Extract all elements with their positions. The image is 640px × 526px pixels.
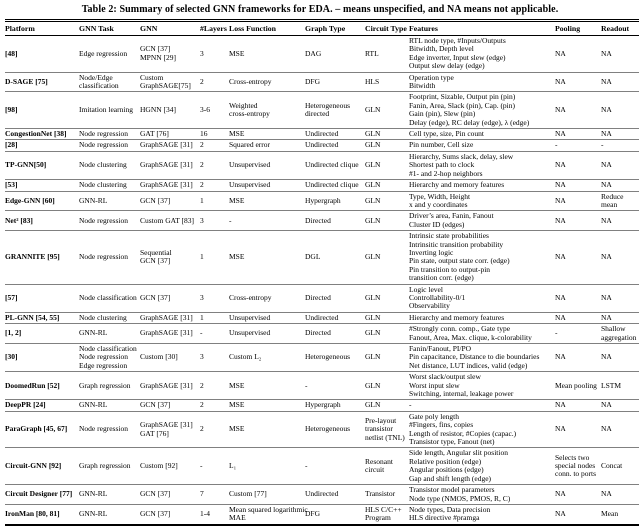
cell-layers: 2 [200,411,229,448]
cell-circuit: GLN [365,140,409,151]
cell-readout: NA [601,231,639,284]
cell-circuit: GLN [365,92,409,129]
cell-task: GNN-RL [79,400,140,411]
table-row [5,344,639,372]
cell-graph: Directed [305,284,365,312]
cell-readout: Mean [601,504,639,524]
cell-pooling: NA [555,504,601,524]
cell-platform: Circuit Designer [77] [5,485,79,505]
cell-platform: [48] [5,36,79,73]
cell-circuit: GLN [365,400,409,411]
cell-layers: 2 [200,372,229,400]
cell-circuit: GLN [365,312,409,323]
cell-task: Node regression [79,140,140,151]
cell-platform: ParaGraph [45, 67] [5,411,79,448]
cell-loss: Unsupervised [229,151,305,179]
cell-features: Node types, Data precision HLS directive #pramga [409,504,555,524]
cell-gnn: GraphSAGE [31] [140,312,200,323]
cell-readout: NA [601,312,639,323]
cell-graph: DAG [305,36,365,73]
cell-loss: Squared error [229,140,305,151]
cell-task: Graph regression [79,448,140,485]
cell-circuit: GLN [365,129,409,140]
cell-platform: CongestionNet [38] [5,129,79,140]
table-row [5,211,639,231]
table-row [5,324,639,344]
cell-circuit: GLN [365,180,409,191]
cell-circuit: Transistor [365,485,409,505]
cell-graph: Undirected [305,312,365,323]
cell-circuit: GLN [365,324,409,344]
cell-circuit: GLN [365,372,409,400]
cell-circuit: GLN [365,211,409,231]
cell-features: Side length, Angular slit position Relative position (edge) Angular positions (edge) Gap and shift length (edge) [409,448,555,485]
cell-platform: Net² [83] [5,211,79,231]
cell-pooling: NA [555,36,601,73]
cell-gnn: GCN [37] [140,284,200,312]
cell-pooling: NA [555,211,601,231]
cell-loss: Mean squared logarithmic MAE [229,504,305,524]
cell-gnn: GraphSAGE [31] [140,140,200,151]
cell-loss: Unsupervised [229,324,305,344]
cell-pooling: NA [555,180,601,191]
column-header-gnn-task: GNN Task [79,21,140,36]
cell-features: Type, Width, Height x and y coordinates [409,191,555,211]
cell-gnn: Custom [30] [140,344,200,372]
cell-pooling: Selects two special nodes conn. to ports [555,448,601,485]
column-header-graph-type: Graph Type [305,21,365,36]
cell-pooling: NA [555,400,601,411]
column-header-platform: Platform [5,21,79,36]
table-row [5,411,639,448]
cell-task: Node clustering [79,312,140,323]
cell-graph: Directed [305,211,365,231]
cell-layers: 3 [200,36,229,73]
cell-layers: 1 [200,231,229,284]
cell-graph: Heterogeneous [305,411,365,448]
cell-task: Node classification Node regression Edge regression [79,344,140,372]
cell-task: Node clustering [79,180,140,191]
cell-gnn: Sequential GCN [37] [140,231,200,284]
cell-features: Logic level Controllability-0/1 Observability [409,284,555,312]
cell-pooling: NA [555,312,601,323]
cell-layers: 1 [200,312,229,323]
cell-gnn: HGNN [34] [140,92,200,129]
cell-platform: [28] [5,140,79,151]
cell-gnn: GCN [37] [140,400,200,411]
cell-platform: [98] [5,92,79,129]
table-row [5,504,639,524]
cell-platform: Edge-GNN [60] [5,191,79,211]
cell-circuit: Pre-layout transistor netlist (TNL) [365,411,409,448]
cell-graph: - [305,448,365,485]
cell-gnn: GAT [76] [140,129,200,140]
cell-graph: Undirected [305,485,365,505]
cell-readout: LSTM [601,372,639,400]
cell-graph: Directed [305,324,365,344]
cell-layers: 3 [200,344,229,372]
cell-features: Cell type, size, Pin count [409,129,555,140]
cell-features: Worst slack/output slew Worst input slew Switching, internal, leakage power [409,372,555,400]
cell-features: Intrinsic state probabilities Intrinsitic transition probability Inverting logic Pin state, output state corr. (edge) Pin transition to output-pin transition corr. (edge) [409,231,555,284]
cell-gnn: GCN [37] [140,504,200,524]
cell-layers: 1 [200,191,229,211]
cell-layers: 3-6 [200,92,229,129]
cell-gnn: Custom GraphSAGE[75] [140,72,200,92]
cell-pooling: NA [555,411,601,448]
cell-features: Operation type Bitwidth [409,72,555,92]
cell-gnn: Custom [92] [140,448,200,485]
column-header-readout: Readout [601,21,639,36]
cell-readout: NA [601,151,639,179]
cell-pooling: NA [555,191,601,211]
cell-loss: MSE [229,400,305,411]
cell-graph: Undirected clique [305,151,365,179]
cell-graph: Heterogeneous directed [305,92,365,129]
cell-task: Node regression [79,411,140,448]
cell-graph: - [305,372,365,400]
column-header-loss-function: Loss Function [229,21,305,36]
cell-pooling: NA [555,485,601,505]
header-row [5,21,639,36]
cell-readout: NA [601,36,639,73]
table-row [5,485,639,505]
cell-loss: MSE [229,231,305,284]
cell-pooling: NA [555,129,601,140]
cell-readout: NA [601,284,639,312]
cell-readout: NA [601,344,639,372]
cell-loss: Custom [77] [229,485,305,505]
table-body [5,36,639,525]
cell-features: Driver’s area, Fanin, Fanout Cluster ID (edges) [409,211,555,231]
cell-layers: 2 [200,140,229,151]
cell-pooling: NA [555,284,601,312]
cell-circuit: GLN [365,231,409,284]
cell-platform: [57] [5,284,79,312]
cell-features: #Strongly conn. comp., Gate type Fanout, Area, Max. clique, k-colorability [409,324,555,344]
cell-task: Node regression [79,129,140,140]
cell-layers: 2 [200,72,229,92]
cell-features: Fanin/Fanout, PI/PO Pin capacitance, Distance to die boundaries Net distance, LUT indices, valid (edge) [409,344,555,372]
column-header--layers: #Layers [200,21,229,36]
cell-layers: 2 [200,180,229,191]
cell-graph: DGL [305,231,365,284]
cell-pooling: Mean pooling [555,372,601,400]
cell-task: Node regression [79,231,140,284]
cell-pooling: NA [555,72,601,92]
cell-task: Graph regression [79,372,140,400]
cell-platform: D-SAGE [75] [5,72,79,92]
table-row [5,151,639,179]
cell-gnn: Custom GAT [83] [140,211,200,231]
cell-readout: NA [601,92,639,129]
cell-layers: 3 [200,211,229,231]
cell-circuit: GLN [365,151,409,179]
cell-task: GNN-RL [79,504,140,524]
table-row [5,129,639,140]
table-row [5,231,639,284]
cell-task: GNN-RL [79,324,140,344]
cell-platform: [1, 2] [5,324,79,344]
cell-platform: [53] [5,180,79,191]
cell-pooling: NA [555,344,601,372]
table-row [5,72,639,92]
cell-graph: Hypergraph [305,400,365,411]
gnn-frameworks-table [5,19,639,526]
cell-gnn: GraphSAGE [31] [140,151,200,179]
cell-loss: Unsupervised [229,180,305,191]
cell-gnn: GCN [37] [140,485,200,505]
table-row [5,36,639,73]
cell-graph: DFG [305,72,365,92]
cell-task: GNN-RL [79,191,140,211]
column-header-circuit-type: Circuit Type [365,21,409,36]
column-header-features: Features [409,21,555,36]
cell-graph: DFG [305,504,365,524]
cell-features: - [409,400,555,411]
cell-gnn: GraphSAGE [31] GAT [76] [140,411,200,448]
cell-features: Hierarchy and memory features [409,180,555,191]
cell-graph: Undirected [305,140,365,151]
cell-platform: TP-GNN[50] [5,151,79,179]
cell-gnn: GraphSAGE [31] [140,180,200,191]
table-row [5,372,639,400]
cell-pooling: NA [555,151,601,179]
cell-features: Transistor model parameters Node type (NMOS, PMOS, R, C) [409,485,555,505]
cell-graph: Heterogeneous [305,344,365,372]
cell-loss: MSE [229,372,305,400]
table-row [5,448,639,485]
cell-features: Hierarchy and memory features [409,312,555,323]
cell-features: Pin number, Cell size [409,140,555,151]
cell-platform: GRANNITE [95] [5,231,79,284]
cell-readout: NA [601,129,639,140]
cell-gnn: GraphSAGE [31] [140,324,200,344]
cell-layers: 16 [200,129,229,140]
cell-circuit: HLS [365,72,409,92]
cell-task: Node regression [79,211,140,231]
cell-layers: 1-4 [200,504,229,524]
cell-readout: NA [601,400,639,411]
cell-readout: Concat [601,448,639,485]
cell-circuit: GLN [365,284,409,312]
cell-graph: Undirected [305,129,365,140]
cell-layers: - [200,324,229,344]
table-row [5,140,639,151]
cell-platform: DeepPR [24] [5,400,79,411]
table-row [5,191,639,211]
cell-platform: Circuit-GNN [92] [5,448,79,485]
cell-task: GNN-RL [79,485,140,505]
cell-pooling: - [555,140,601,151]
cell-gnn: GraphSAGE [31] [140,372,200,400]
table-header [5,21,639,36]
cell-readout: NA [601,180,639,191]
cell-features: Footprint, Sizable, Output pin (pin) Fanin, Area, Slack (pin), Cap. (pin) Gain (pin), Slew (pin) Delay (edge), RC delay (edge), λ (edge) [409,92,555,129]
table-row [5,180,639,191]
cell-circuit: HLS C/C++ Program [365,504,409,524]
cell-platform: [30] [5,344,79,372]
cell-loss: L₁ [229,448,305,485]
cell-gnn: GCN [37] [140,191,200,211]
cell-loss: MSE [229,36,305,73]
table-row [5,92,639,129]
cell-circuit: Resonant circuit [365,448,409,485]
table-caption: Table 2: Summary of selected GNN frameworks for EDA. – means unspecified, and NA means not applicable. [81,4,559,15]
cell-readout: NA [601,72,639,92]
cell-layers: - [200,448,229,485]
cell-circuit: RTL [365,36,409,73]
table-row [5,284,639,312]
cell-loss: Cross-entropy [229,72,305,92]
cell-layers: 2 [200,151,229,179]
cell-task: Imitation learning [79,92,140,129]
cell-readout: NA [601,411,639,448]
cell-loss: MSE [229,129,305,140]
cell-loss: Cross-entropy [229,284,305,312]
cell-loss: Custom L₂ [229,344,305,372]
cell-task: Node/Edge classification [79,72,140,92]
cell-loss: Weighted cross-entropy [229,92,305,129]
cell-layers: 3 [200,284,229,312]
cell-readout: Shallow aggregation [601,324,639,344]
cell-loss: Unsupervised [229,312,305,323]
table-row [5,312,639,323]
cell-gnn: GCN [37] MPNN [29] [140,36,200,73]
cell-pooling: - [555,324,601,344]
cell-loss: MSE [229,191,305,211]
cell-task: Node clustering [79,151,140,179]
cell-graph: Hypergraph [305,191,365,211]
cell-task: Node classification [79,284,140,312]
cell-platform: DoomedRun [52] [5,372,79,400]
cell-loss: - [229,211,305,231]
cell-features: RTL node type, #Inputs/Outputs Bitwidth, Depth level Edge inverter, Input slew (edge) Output slew delay (edge) [409,36,555,73]
cell-readout: NA [601,485,639,505]
cell-readout: - [601,140,639,151]
cell-circuit: GLN [365,344,409,372]
cell-platform: IronMan [80, 81] [5,504,79,524]
cell-layers: 2 [200,400,229,411]
column-header-gnn: GNN [140,21,200,36]
cell-readout: Reduce mean [601,191,639,211]
cell-pooling: NA [555,92,601,129]
cell-features: Hierarchy, Sums slack, delay, slew Shortest path to clock #1- and 2-hop neighbors [409,151,555,179]
cell-features: Gate poly length #Fingers, fins, copies Length of resistor, #Copies (capac.) Transistor type, Fanout (net) [409,411,555,448]
cell-task: Edge regression [79,36,140,73]
column-header-pooling: Pooling [555,21,601,36]
cell-graph: Undirected clique [305,180,365,191]
table-row [5,400,639,411]
cell-readout: NA [601,211,639,231]
cell-platform: PL-GNN [54, 55] [5,312,79,323]
cell-loss: MSE [229,411,305,448]
cell-pooling: NA [555,231,601,284]
cell-circuit: GLN [365,191,409,211]
cell-layers: 7 [200,485,229,505]
